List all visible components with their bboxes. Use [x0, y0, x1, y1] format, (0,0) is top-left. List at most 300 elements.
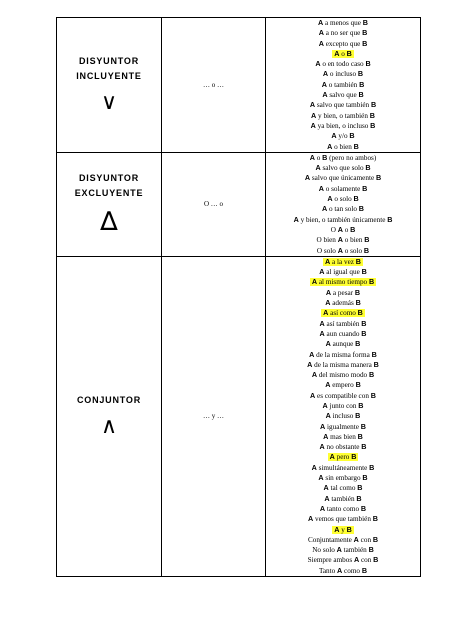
variable-b: B: [369, 110, 375, 120]
expression: [327, 143, 359, 151]
expression: [294, 216, 393, 224]
expression: [317, 247, 369, 255]
expression: [319, 185, 368, 193]
variable-a: A: [310, 120, 316, 130]
expression-text: salvo que también: [315, 101, 371, 110]
variable-a: A: [337, 224, 343, 234]
expression-text: así también: [324, 319, 362, 328]
expression-text: mas bien: [328, 432, 358, 441]
expression: [307, 361, 379, 369]
variable-b: B: [355, 339, 361, 349]
variable-b: B: [362, 18, 368, 27]
expression-line: [266, 18, 420, 28]
expression-lead: Tanto: [318, 566, 338, 575]
variable-a: A: [331, 131, 337, 141]
expression-line: [266, 298, 420, 308]
variable-b: B: [362, 38, 368, 48]
expression-line: [266, 111, 420, 121]
variable-b: B: [353, 141, 359, 151]
expression-text: de la misma manera: [312, 360, 374, 369]
variable-b: B: [375, 173, 382, 183]
expression-line: [266, 525, 420, 535]
connective-name: DISYUNTOR: [78, 173, 140, 184]
expression-text: o bien: [332, 142, 354, 151]
expression-text: o bien: [342, 236, 365, 245]
variable-a: A: [353, 534, 359, 544]
expression: [305, 174, 381, 182]
variable-a: A: [304, 173, 311, 183]
expression: [323, 433, 363, 441]
variable-b: B: [322, 152, 328, 162]
variable-b: B: [362, 183, 368, 193]
expression-line: [266, 142, 420, 152]
variable-b: B: [364, 235, 370, 245]
expression-line: [266, 288, 420, 298]
expressions-cell: [266, 18, 421, 153]
expression-text: con: [359, 556, 374, 565]
expression-line: [266, 90, 420, 100]
variable-a: A: [337, 245, 343, 255]
variable-b: B: [373, 555, 379, 565]
variable-a: A: [336, 545, 342, 555]
table-body: [57, 18, 421, 577]
expression: [322, 205, 364, 213]
expression-line: [266, 277, 420, 287]
expression: [312, 464, 375, 472]
expression-text: junto con: [327, 401, 359, 410]
expression-line: [266, 267, 420, 277]
variable-a: A: [334, 48, 340, 58]
expression-text: no obstante: [324, 443, 362, 452]
variable-b: B: [368, 277, 375, 287]
expression-line: [266, 329, 420, 339]
expression-line: [266, 545, 420, 555]
variable-b: B: [357, 483, 363, 493]
variable-a: A: [337, 565, 343, 575]
variable-b: B: [370, 120, 376, 130]
expression-text: sin embargo: [323, 474, 363, 483]
variable-b: B: [387, 214, 393, 224]
variable-a: A: [318, 28, 324, 38]
connective-name-cell: [57, 152, 162, 256]
variable-b: B: [372, 534, 379, 544]
expression-line: [266, 49, 420, 59]
variable-b: B: [368, 545, 374, 555]
variable-a: A: [322, 400, 328, 410]
expression: [320, 320, 367, 328]
variable-b: B: [365, 163, 371, 173]
variable-b: B: [361, 442, 367, 452]
expression: [319, 29, 368, 37]
expression: [326, 289, 360, 297]
variable-a: A: [327, 141, 333, 151]
expression: [310, 101, 376, 109]
expression-text: o solo: [342, 246, 364, 255]
expression-line: [266, 69, 420, 79]
expression-line: [266, 555, 420, 565]
expression-text: y: [339, 525, 347, 534]
expression-lead: Siempre ambos: [307, 556, 354, 565]
variable-b: B: [361, 328, 367, 338]
variable-a: A: [309, 349, 315, 359]
variable-a: A: [320, 421, 326, 431]
variable-a: A: [322, 204, 328, 214]
expression-line: [266, 319, 420, 329]
variable-b: B: [346, 48, 352, 58]
expression-text: al igual que: [324, 268, 362, 277]
variable-b: B: [360, 421, 366, 431]
expression-line: [266, 80, 420, 90]
expression-line: [266, 360, 420, 370]
expression-line: [266, 225, 420, 235]
expression: [318, 474, 367, 482]
expression-text: incluso: [330, 412, 356, 421]
variable-b: B: [350, 224, 356, 234]
expression-text: tal como: [328, 484, 358, 493]
expression-text: o: [342, 225, 351, 234]
expression-text: a menos que: [323, 19, 363, 27]
variable-a: A: [319, 267, 325, 277]
variable-b: B: [359, 79, 365, 89]
expression-line: [266, 422, 420, 432]
expression-tail: (pero no ambos): [327, 153, 377, 162]
expression: [310, 278, 376, 286]
expression: [319, 567, 367, 575]
expression-line: [266, 215, 420, 225]
expression-lead: O: [330, 225, 338, 234]
variable-a: A: [318, 18, 324, 27]
expression: [317, 236, 370, 244]
expression-line: [266, 411, 420, 421]
variable-a: A: [311, 277, 318, 287]
variable-a: A: [318, 38, 324, 48]
expression-line: [266, 514, 420, 524]
expression-line: [266, 131, 420, 141]
expressions-cell: [266, 256, 421, 576]
connective-symbol: ∆: [100, 207, 118, 238]
expression-line: [266, 350, 420, 360]
connective-name-cell: [57, 18, 162, 153]
connective-template: … y …: [162, 256, 266, 576]
connective-name: CONJUNTOR: [76, 395, 142, 406]
expression-text: o tan solo: [327, 205, 359, 214]
expression-text: o solamente: [323, 184, 363, 193]
expression-lead: O solo: [316, 246, 338, 255]
expression: [310, 154, 377, 162]
expression-text: y/o: [336, 132, 350, 141]
variable-a: A: [327, 194, 333, 204]
variable-b: B: [351, 452, 357, 462]
variable-b: B: [371, 349, 377, 359]
expression-text: también: [341, 546, 369, 555]
expression-line: [266, 380, 420, 390]
variable-b: B: [370, 390, 376, 400]
expression: [323, 70, 363, 78]
expression: [324, 495, 361, 503]
expression-text: tanto como: [325, 504, 361, 513]
variable-a: A: [319, 442, 325, 452]
connective-row: [57, 256, 421, 576]
variable-b: B: [362, 473, 368, 483]
variable-b: B: [368, 370, 375, 380]
expression-line: [266, 452, 420, 462]
variable-b: B: [373, 359, 379, 369]
expression-text: del mismo modo: [317, 371, 369, 380]
expression-line: [266, 473, 420, 483]
expression-line: [266, 401, 420, 411]
expression: [324, 484, 363, 492]
expression: [328, 453, 359, 461]
variable-a: A: [323, 308, 329, 318]
expression-text: como: [342, 566, 362, 575]
variable-a: A: [293, 214, 299, 224]
expression-text: además: [330, 299, 356, 308]
expression: [308, 536, 378, 544]
variable-b: B: [361, 565, 368, 575]
variable-a: A: [323, 431, 329, 441]
connective-template: … o …: [162, 18, 266, 153]
expression-text: así como: [328, 309, 358, 318]
expression-line: [266, 121, 420, 131]
variable-b: B: [369, 462, 375, 472]
expression: [320, 423, 366, 431]
variable-b: B: [358, 204, 364, 214]
variable-b: B: [370, 100, 377, 110]
expression: [318, 19, 368, 27]
expression-line: [266, 504, 420, 514]
variable-a: A: [319, 503, 326, 513]
variable-b: B: [355, 380, 361, 390]
variable-b: B: [354, 287, 361, 297]
variable-a: A: [322, 69, 329, 79]
expression-line: [266, 163, 420, 173]
expression-line: [266, 339, 420, 349]
expression-line: [266, 173, 420, 183]
expression: [323, 258, 363, 266]
connective-symbol: ∨: [100, 90, 118, 116]
expression-text: o: [339, 49, 347, 58]
expression-line: [266, 100, 420, 110]
variable-b: B: [349, 131, 355, 141]
expression-text: o incluso: [328, 70, 358, 79]
variable-a: A: [325, 380, 331, 390]
connective-name: EXCLUYENTE: [74, 188, 144, 199]
variable-a: A: [321, 79, 327, 89]
expression-lead: Conjuntamente: [307, 535, 354, 544]
expression-text: a no ser que: [323, 29, 363, 38]
expression: [308, 515, 378, 523]
variable-a: A: [325, 411, 331, 421]
expression-text: o también: [326, 80, 360, 89]
expression-line: [266, 246, 420, 256]
expression-text: simultáneamente: [316, 463, 370, 472]
variable-a: A: [325, 298, 331, 308]
variable-a: A: [329, 452, 335, 462]
expression: [320, 443, 367, 451]
variable-a: A: [325, 287, 332, 297]
variable-a: A: [325, 256, 331, 266]
variable-b: B: [356, 493, 362, 503]
expression-text: empero: [330, 381, 356, 390]
expression: [327, 195, 358, 203]
expression-text: es compatible con: [315, 391, 371, 400]
connective-template: O … o: [162, 152, 266, 256]
expression-line: [266, 442, 420, 452]
variable-b: B: [355, 298, 361, 308]
expression-text: a pesar: [331, 288, 355, 297]
variable-b: B: [358, 90, 364, 100]
variable-b: B: [362, 28, 368, 38]
expression-line: [266, 535, 420, 545]
expression-line: [266, 235, 420, 245]
variable-a: A: [318, 473, 324, 483]
expression-text: con: [358, 535, 373, 544]
expression-line: [266, 483, 420, 493]
expression-lead: No solo: [312, 546, 337, 555]
variable-a: A: [307, 359, 313, 369]
expression: [326, 340, 361, 348]
expression: [321, 309, 365, 317]
connective-name: DISYUNTOR: [78, 56, 140, 67]
connective-name: INCLUYENTE: [76, 71, 142, 82]
expression-line: [266, 153, 420, 163]
expression-text: salvo que únicamente: [310, 174, 376, 183]
variable-a: A: [308, 514, 314, 524]
expression: [331, 226, 356, 234]
variable-a: A: [322, 90, 328, 100]
variable-a: A: [324, 493, 330, 503]
expression: [311, 122, 376, 130]
expression: [325, 381, 361, 389]
expression: [309, 351, 377, 359]
variable-a: A: [323, 483, 329, 493]
expression: [312, 546, 374, 554]
expression-text: al mismo tiempo: [317, 278, 369, 287]
expression: [320, 330, 367, 338]
expression: [319, 268, 367, 276]
variable-a: A: [309, 100, 316, 110]
expression-text: pero: [334, 453, 352, 462]
variable-b: B: [365, 59, 371, 69]
expression: [315, 60, 370, 68]
variable-a: A: [315, 59, 321, 69]
expression-text: o en todo caso: [320, 60, 366, 69]
variable-a: A: [310, 390, 316, 400]
expression-line: [266, 308, 420, 318]
expression-text: igualmente: [325, 422, 361, 431]
expression-line: [266, 194, 420, 204]
expression-line: [266, 39, 420, 49]
expression-text: y bien, o también: [316, 111, 370, 120]
variable-b: B: [357, 308, 363, 318]
expression-text: aunque: [330, 340, 356, 349]
connective-row: [57, 152, 421, 256]
variable-a: A: [334, 524, 340, 534]
variable-a: A: [318, 183, 324, 193]
expression: [308, 556, 379, 564]
expression: [310, 392, 376, 400]
variable-a: A: [311, 110, 317, 120]
expression-line: [266, 257, 420, 267]
expression: [322, 81, 365, 89]
variable-b: B: [372, 514, 378, 524]
expression: [311, 112, 375, 120]
variable-b: B: [346, 524, 352, 534]
expression-line: [266, 391, 420, 401]
expression-text: aun cuando: [324, 329, 362, 338]
expression-text: salvo que: [327, 91, 359, 100]
expressions-cell: [266, 152, 421, 256]
variable-a: A: [337, 235, 343, 245]
expression-text: vemos que también: [313, 515, 373, 524]
expression: [332, 50, 354, 58]
expression-line: [266, 432, 420, 442]
expression-text: a la vez: [330, 257, 356, 266]
variable-b: B: [358, 400, 364, 410]
variable-b: B: [357, 69, 364, 79]
variable-a: A: [311, 370, 318, 380]
expression-line: [266, 494, 420, 504]
expression-line: [266, 463, 420, 473]
expression: [332, 526, 354, 534]
expression: [331, 132, 354, 140]
variable-a: A: [315, 163, 321, 173]
variable-b: B: [361, 318, 367, 328]
variable-b: B: [355, 411, 361, 421]
connective-name-cell: [57, 256, 162, 576]
expression: [319, 40, 368, 48]
expression-text: también: [329, 494, 357, 503]
expression: [323, 402, 364, 410]
variable-b: B: [361, 267, 367, 277]
expression: [326, 412, 361, 420]
expression-text: o solo: [332, 195, 354, 204]
expression-text: y bien, o también únicamente: [298, 215, 388, 224]
expression: [315, 164, 370, 172]
connective-row: [57, 18, 421, 153]
expression: [312, 371, 374, 379]
variable-b: B: [363, 245, 370, 255]
variable-a: A: [319, 328, 325, 338]
connectives-table: [56, 17, 421, 577]
expression-line: [266, 59, 420, 69]
expression-text: salvo que solo: [320, 164, 366, 173]
variable-a: A: [311, 462, 317, 472]
variable-a: A: [325, 339, 331, 349]
variable-a: A: [309, 152, 315, 162]
connective-symbol: ∧: [100, 414, 118, 440]
expression-line: [266, 370, 420, 380]
variable-b: B: [360, 503, 367, 513]
expression: [322, 91, 363, 99]
expression: [320, 505, 366, 513]
expression-line: [266, 566, 420, 576]
expression-text: ya bien, o incluso: [315, 121, 371, 130]
expression-line: [266, 204, 420, 214]
variable-b: B: [357, 431, 363, 441]
expression-text: excepto que: [323, 39, 363, 48]
expression-text: de la misma forma: [314, 350, 372, 359]
expression-lead: O bien: [316, 236, 338, 245]
variable-b: B: [355, 256, 361, 266]
expression-line: [266, 184, 420, 194]
expression: [325, 299, 361, 307]
expression-text: o: [314, 153, 323, 162]
variable-a: A: [353, 555, 360, 565]
expression-line: [266, 28, 420, 38]
variable-a: A: [319, 318, 325, 328]
variable-b: B: [353, 194, 359, 204]
